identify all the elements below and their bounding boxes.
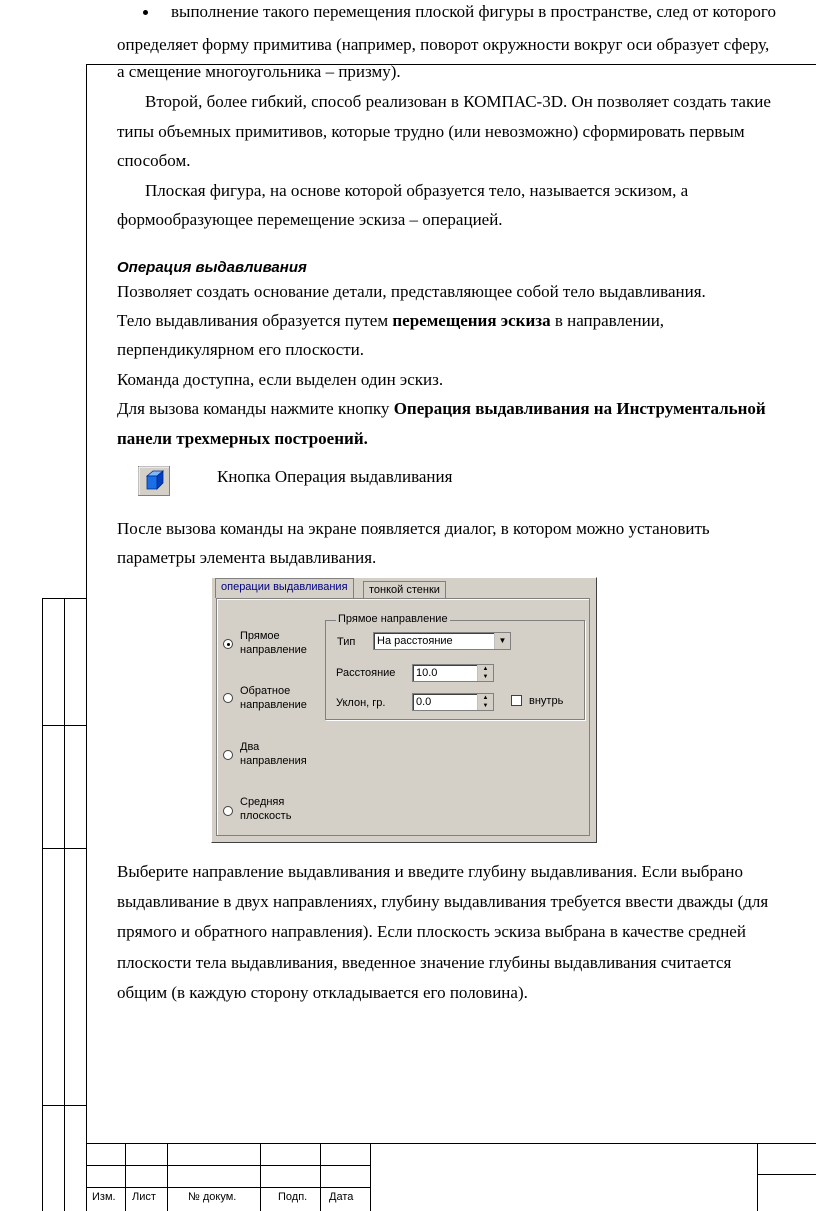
angle-value: 0.0 — [416, 696, 432, 708]
bullet-dot — [143, 10, 148, 15]
section-line-2 — [117, 311, 664, 331]
section-line-5-a: Для вызова команды нажмите кнопку — [117, 399, 394, 418]
paragraph-2-line-3: способом. — [117, 151, 191, 170]
title-block-izm: Изм. — [92, 1191, 116, 1203]
paragraph-3-line-2: формообразующее перемещение эскиза – операцией. — [117, 210, 503, 229]
bullet-line-1: выполнение такого перемещения плоской фигуры в пространстве, след от которого — [171, 2, 776, 21]
frame-left-border — [86, 64, 87, 1211]
title-block-podp: Подп. — [278, 1191, 308, 1203]
section-line-4: Команда доступна, если выделен один эскиз. — [117, 370, 444, 389]
section-heading: Операция выдавливания — [117, 259, 307, 276]
bullet-line-3: а смещение многоугольника – призму). — [117, 62, 401, 81]
radio-two-directions-label-1: Два — [240, 741, 260, 753]
radio-reverse-label-2: направление — [240, 699, 307, 711]
stamp-strip-div1 — [42, 725, 86, 726]
title-block-data: Дата — [329, 1191, 354, 1203]
title-block-col5 — [370, 1143, 371, 1211]
radio-reverse-label-1: Обратное — [240, 685, 291, 697]
title-block-right-row — [757, 1174, 816, 1175]
section-line-1: Позволяет создать основание детали, представляющее собой тело выдавливания. — [117, 282, 706, 301]
radio-two-directions-label-2: направления — [240, 755, 307, 767]
distance-spinner[interactable]: ▲ ▼ — [477, 665, 493, 681]
angle-input[interactable] — [412, 693, 494, 711]
closing-line-3: прямого и обратного направления). Если плоскость эскиза выбрана в качестве средней — [117, 922, 746, 941]
inside-label: внутрь — [529, 695, 564, 707]
distance-input[interactable] — [412, 664, 494, 682]
stamp-strip-left — [42, 598, 43, 1211]
radio-middle-plane-label-1: Средняя — [240, 796, 285, 808]
angle-spinner[interactable]: ▲ ▼ — [477, 694, 493, 710]
closing-line-1: Выберите направление выдавливания и введите глубину выдавливания. Если выбрано — [117, 862, 744, 881]
title-block-row2 — [86, 1187, 370, 1188]
title-block-col1 — [125, 1143, 126, 1211]
after-line-1: После вызова команды на экране появляется диалог, в котором можно установить — [117, 519, 710, 538]
radio-two-directions[interactable] — [223, 750, 233, 760]
paragraph-2-line-1: Второй, более гибкий, способ реализован в КОМПАС-3D. Он позволяет создать такие — [145, 92, 771, 111]
section-line-6 — [117, 429, 368, 449]
section-line-3: перпендикулярном его плоскости. — [117, 340, 365, 359]
title-block-row1 — [86, 1165, 370, 1166]
radio-middle-plane[interactable] — [223, 806, 233, 816]
chevron-down-icon[interactable]: ▼ — [494, 633, 510, 649]
title-block-list: Лист — [132, 1191, 156, 1203]
radio-middle-plane-label-2: плоскость — [240, 810, 292, 822]
section-line-2-bold: перемещения эскиза — [392, 311, 551, 330]
title-block-col4 — [320, 1143, 321, 1211]
title-block-col6 — [757, 1143, 758, 1211]
extrude-cube-icon — [138, 466, 170, 496]
extrusion-dialog — [211, 577, 597, 843]
distance-label: Расстояние — [336, 667, 396, 679]
radio-forward-label-2: направление — [240, 644, 307, 656]
radio-forward-direction[interactable] — [223, 639, 233, 649]
stamp-strip-div3 — [42, 1105, 86, 1106]
section-line-5 — [117, 399, 766, 419]
distance-value: 10.0 — [416, 667, 438, 679]
button-caption: Кнопка Операция выдавливания — [217, 467, 453, 486]
stamp-strip-div2 — [42, 848, 86, 849]
type-select-value: На расстояние — [377, 635, 453, 647]
type-label: Тип — [337, 636, 356, 648]
angle-label: Уклон, гр. — [336, 697, 386, 709]
title-block-top — [86, 1143, 816, 1144]
section-line-6-bold: панели трехмерных построений. — [117, 429, 368, 448]
stamp-strip-top — [42, 598, 86, 599]
paragraph-2-line-2: типы объемных примитивов, которые трудно (или невозможно) сформировать первым — [117, 122, 745, 141]
section-line-2-a: Тело выдавливания образуется путем — [117, 311, 393, 330]
closing-line-5: общим (в каждую сторону откладывается его половина). — [117, 983, 528, 1002]
title-block-col3 — [260, 1143, 261, 1211]
section-line-5-bold: Операция выдавливания на Инструментальной — [393, 399, 766, 418]
closing-line-4: плоскости тела выдавливания, введенное значение глубины выдавливания считается — [117, 953, 732, 972]
tab-thin-wall[interactable]: тонкой стенки — [363, 581, 446, 598]
inside-checkbox[interactable] — [511, 695, 522, 706]
radio-reverse-direction[interactable] — [223, 693, 233, 703]
tab-extrusion-operations[interactable]: операции выдавливания — [215, 578, 354, 598]
after-line-2: параметры элемента выдавливания. — [117, 548, 377, 567]
bullet-line-2: определяет форму примитива (например, поворот окружности вокруг оси образует сферу, — [117, 35, 770, 54]
stamp-strip-mid — [64, 598, 65, 1211]
type-select[interactable] — [373, 632, 511, 650]
title-block-doc-no: № докум. — [188, 1191, 237, 1203]
radio-forward-label-1: Прямое — [240, 630, 280, 642]
title-block-col2 — [167, 1143, 168, 1211]
paragraph-3-line-1: Плоская фигура, на основе которой образуется тело, называется эскизом, а — [145, 181, 689, 200]
forward-direction-group-title: Прямое направление — [338, 613, 448, 625]
section-line-2-c: в направлении, — [550, 311, 665, 330]
closing-line-2: выдавливание в двух направлениях, глубину выдавливания требуется ввести дважды (для — [117, 892, 769, 911]
